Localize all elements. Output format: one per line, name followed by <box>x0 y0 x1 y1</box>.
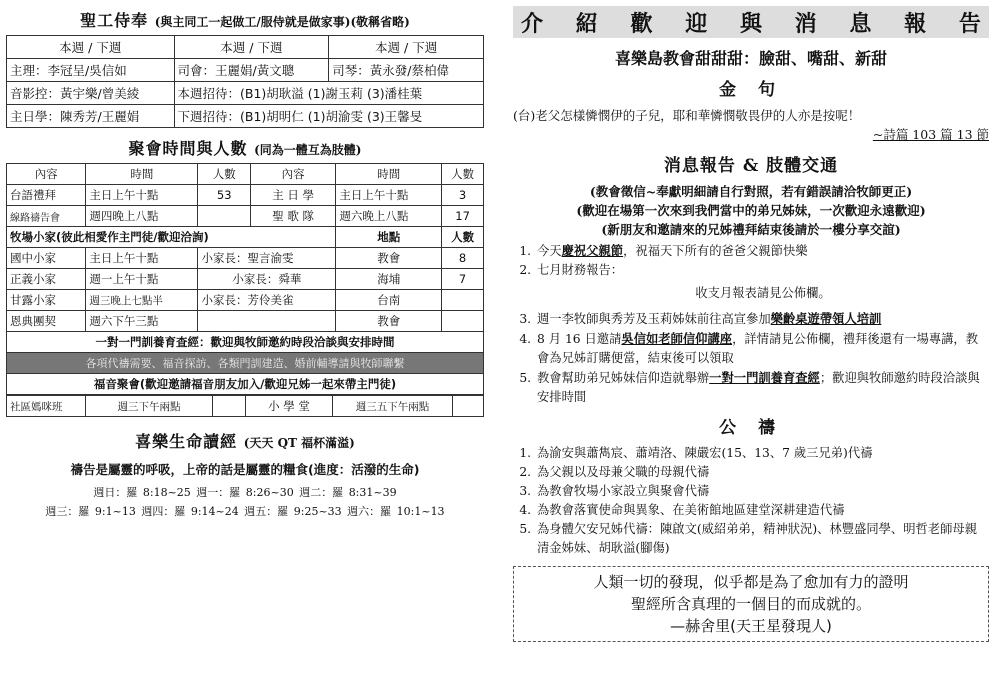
group-count: 8 <box>442 248 484 269</box>
meet-header: 人數 <box>198 164 250 185</box>
group-name: 正義小家 <box>7 269 86 290</box>
news-text: ，詳情請見公佈欄，禮拜後還有一場專講，教會為兄姊訂購便當，結束後可以領取 <box>537 332 979 365</box>
meeting-section-title <box>6 136 484 159</box>
service-subtitle: (與主同工一起做工/服侍就是做家事)(敬稱省略) <box>154 15 410 29</box>
group-leader: 小家長：聖言渝雯 <box>198 248 336 269</box>
notice-line: (教會徵信~奉獻明細請自行對照，若有錯誤請洽牧師更正) <box>589 184 913 199</box>
prayer-item: 4. 為教會落實使命與異象、在美術館地區建堂深耕建造代禱 <box>535 501 989 520</box>
news-highlight: 一對一門訓養育查經 <box>709 370 820 385</box>
prayer-item: 3. 為教會牧場小家設立與聚會代禱 <box>535 482 989 501</box>
verse-reference: ~詩篇 103 篇 13 節 <box>872 127 989 142</box>
gospel-cell: 週三五下午兩點 <box>333 396 453 417</box>
service-cell: 司琴：黃永發/蔡柏偉 <box>329 59 484 82</box>
group-time: 週三晚上七點半 <box>86 290 198 311</box>
group-time: 週六下午三點 <box>86 311 198 332</box>
meet-cell: 聖 歌 隊 <box>250 206 335 227</box>
service-header: 本週 / 下週 <box>174 36 329 59</box>
group-time: 主日上午十點 <box>86 248 198 269</box>
quote-line: 聖經所含真理的一個目的而成就的。 <box>630 595 871 613</box>
meeting-table <box>6 163 484 395</box>
meet-header: 人數 <box>442 164 484 185</box>
meeting-subtitle: (同為一體互為肢體) <box>254 143 362 157</box>
header-char: 介 <box>521 10 544 37</box>
quote-box <box>513 566 989 642</box>
header-char: 息 <box>849 10 872 37</box>
meet-header: 時間 <box>336 164 442 185</box>
meet-cell: 週四晚上八點 <box>86 206 198 227</box>
news-highlight: 吳信如老師信仰講座 <box>621 331 733 346</box>
group-name: 恩典團契 <box>7 311 86 332</box>
service-cell: 主理：李冠呈/吳信如 <box>7 59 175 82</box>
group-count <box>442 311 484 332</box>
gospel-spacer <box>213 396 246 417</box>
group-place: 教會 <box>336 248 442 269</box>
meet-cell: 3 <box>442 185 484 206</box>
news-text: 8 月 16 日邀請 <box>537 332 622 346</box>
news-text: ，祝福天下所有的爸爸父親節快樂 <box>623 244 808 258</box>
header-char: 迎 <box>685 10 708 37</box>
news-subnote: 收支月報表請見公佈欄。 <box>695 286 831 300</box>
news-text: 今天 <box>537 244 562 258</box>
group-leader: 小家長：芳伶美雀 <box>198 290 336 311</box>
meet-cell: 台語禮拜 <box>7 185 86 206</box>
service-cell: 下週招待：(B1)胡明仁 (1)胡渝雯 (3)王馨旻 <box>174 105 483 128</box>
reading-section-title <box>6 429 484 452</box>
meet-cell: 主日上午十點 <box>86 185 198 206</box>
service-header: 本週 / 下週 <box>329 36 484 59</box>
right-column <box>513 6 989 642</box>
meeting-title: 聚會時間與人數 <box>128 139 248 158</box>
reading-title: 喜樂生命讀經 <box>135 432 238 451</box>
meet-cell <box>198 206 250 227</box>
header-char: 歡 <box>630 10 653 37</box>
group-leader <box>198 311 336 332</box>
header-char: 消 <box>794 10 817 37</box>
prayer-needs-banner: 各項代禱需要、福音探訪、各類門訓建造、婚前輔導請與牧師聯繫 <box>7 353 484 374</box>
quote-line: 人類一切的發現，似乎都是為了愈加有力的證明 <box>593 573 909 591</box>
church-slogan: 喜樂島教會甜甜甜：臉甜、嘴甜、新甜 <box>614 49 887 68</box>
verse-text: (台)老父怎樣憐憫伊的子兒，耶和華憐憫敬畏伊的人亦是按呢！ <box>513 108 861 123</box>
announcement-header <box>513 6 989 38</box>
reading-schedule-2: 週三：羅 9:1~13 週四：羅 9:14~24 週五：羅 9:25~33 週六：羅 10:1~13 <box>45 505 445 518</box>
gospel-cell: 週三下午兩點 <box>86 396 213 417</box>
verse-title: 金 句 <box>719 80 783 100</box>
meet-cell: 線路禱告會 <box>7 206 86 227</box>
news-text: 教會幫助弟兄姊妹信仰造就舉辦 <box>537 371 710 385</box>
prayer-title: 公 禱 <box>719 418 783 438</box>
service-cell: 音影控：黃宇樂/曾美綾 <box>7 82 175 105</box>
service-title: 聖工侍奉 <box>80 11 149 30</box>
group-header: 牧場小家(彼此相愛作主門徒/歡迎洽詢) <box>7 227 336 248</box>
reading-schedule-1: 週日：羅 8:18~25 週一：羅 8:26~30 週二：羅 8:31~39 <box>93 486 397 499</box>
gospel-cell: 小 學 堂 <box>246 396 333 417</box>
header-char: 與 <box>739 10 762 37</box>
prayer-item: 2. 為父親以及母兼父職的母親代禱 <box>535 463 989 482</box>
news-item <box>535 368 989 407</box>
meet-cell: 53 <box>198 185 250 206</box>
group-place: 教會 <box>336 311 442 332</box>
group-count <box>442 290 484 311</box>
gospel-table <box>6 395 484 417</box>
meet-header: 時間 <box>86 164 198 185</box>
header-char: 告 <box>958 10 981 37</box>
group-leader: 小家長：舜華 <box>198 269 336 290</box>
news-text: 七月財務報告： <box>537 263 624 277</box>
news-list <box>513 241 989 407</box>
group-place-header: 地點 <box>336 227 442 248</box>
news-item <box>535 329 989 368</box>
news-item <box>535 261 989 303</box>
service-header: 本週 / 下週 <box>7 36 175 59</box>
news-item <box>535 309 989 329</box>
news-highlight: 慶祝父親節 <box>561 243 624 258</box>
news-text: ；歡迎與牧師邀約時段洽談與安排時間 <box>537 371 980 404</box>
meet-cell: 主 日 學 <box>250 185 335 206</box>
news-title: 消息報告 & 肢體交通 <box>663 156 839 176</box>
notice-line: (新朋友和邀請來的兄姊禮拜結束後請於一樓分享交誼) <box>601 222 901 237</box>
service-cell: 主日學：陳秀芳/王麗娟 <box>7 105 175 128</box>
service-section-title <box>6 8 484 31</box>
service-table <box>6 35 484 128</box>
meet-header: 內容 <box>250 164 335 185</box>
reading-main: 禱告是屬靈的呼吸，上帝的話是屬靈的糧食(進度：活潑的生命) <box>70 462 420 477</box>
group-count: 7 <box>442 269 484 290</box>
group-count-header: 人數 <box>442 227 484 248</box>
prayer-list <box>513 444 989 558</box>
group-name: 國中小家 <box>7 248 86 269</box>
gospel-cell: 社區媽咪班 <box>7 396 86 417</box>
mentoring-banner: 一對一門訓養育查經：歡迎與牧師邀約時段洽談與安排時間 <box>7 332 484 353</box>
service-cell: 本週招待：(B1)胡耿溢 (1)謝玉莉 (3)潘桂葉 <box>174 82 483 105</box>
news-text: 週一李牧師與秀芳及玉莉姊妹前往高宣參加 <box>537 312 771 326</box>
group-place: 海埔 <box>336 269 442 290</box>
header-char: 報 <box>904 10 927 37</box>
quote-attribution: —赫舍里(天王星發現人) <box>670 617 832 635</box>
group-name: 甘露小家 <box>7 290 86 311</box>
gospel-spacer <box>453 396 484 417</box>
meet-cell: 17 <box>442 206 484 227</box>
prayer-item: 1. 為渝安與蕭雋宸、蕭靖洛、陳嚴宏(15、13、7 歲三兄弟)代禱 <box>535 444 989 463</box>
meet-header: 內容 <box>7 164 86 185</box>
meet-cell: 主日上午十點 <box>336 185 442 206</box>
news-item <box>535 241 989 261</box>
group-place: 台南 <box>336 290 442 311</box>
group-time: 週一上午十點 <box>86 269 198 290</box>
meet-cell: 週六晚上八點 <box>336 206 442 227</box>
gospel-banner: 福音聚會(歡迎邀請福音朋友加入/歡迎兄姊一起來帶主門徒) <box>7 374 484 395</box>
header-char: 紹 <box>575 10 598 37</box>
service-cell: 司會：王麗娟/黃文聰 <box>174 59 329 82</box>
notice-line: (歡迎在場第一次來到我們當中的弟兄姊妹，一次歡迎永遠歡迎) <box>576 203 926 218</box>
left-column <box>6 6 484 522</box>
prayer-item: 5. 為身體欠安兄姊代禱：陳啟文(威紹弟弟，精神狀況)、林豐盛同學、明哲老師母親清金姊妹、胡耿溢(腳傷) <box>535 520 989 558</box>
news-highlight: 樂齡桌遊帶領人培訓 <box>770 311 882 326</box>
reading-subtitle: (天天 QT 福杯滿溢) <box>243 436 355 450</box>
